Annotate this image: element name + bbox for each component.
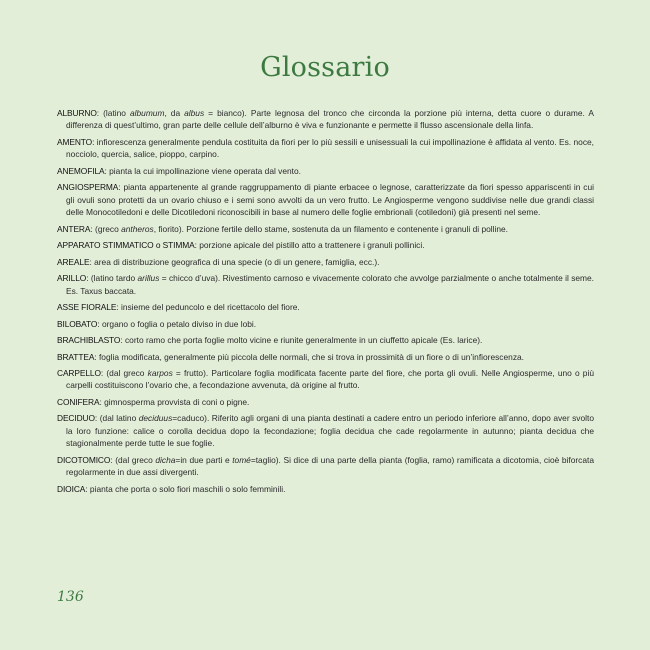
glossary-entry — [57, 412, 594, 449]
glossary-term: BRATTEA — [57, 351, 95, 362]
glossary-entry — [57, 181, 594, 218]
latin-term: antheros — [121, 223, 154, 234]
latin-term: dicha — [155, 454, 176, 465]
glossary-definition: : infiorescenza generalmente pendula costituita da fiori per lo più sessili e unisessuali la cui impollinazione è affidata al vento. Es. noce, nocciolo, quercia, salice, pioppo, carpino. — [66, 136, 594, 160]
glossary-definition: : (greco antheros, fiorito). Porzione fertile dello stame, sostenuta da un filamento e contenente i granuli di polline. — [90, 223, 508, 234]
latin-term: deciduus — [138, 413, 173, 424]
page-title: Glossario — [260, 52, 390, 83]
glossary-entry — [57, 318, 594, 330]
glossary-term: ANTERA — [57, 223, 91, 234]
glossary-definition: : (dal greco dicha=in due parti e tomé=taglio). Si dice di una parte della pianta (foglia, ramo) ramificata a dicotomia, cioè biforcata regolarmente in due assi divergenti. — [66, 454, 594, 478]
glossary-definition: : (dal latino deciduus=caduco). Riferito agli organi di una pianta destinati a cadere entro un periodo inferiore all’anno, dopo aver svolto la loro funzione: calice o corolla decidua dopo la fecondazione; foglia decidua che cade regolarmente in autunno; pianta decidua che stagionalmente perde tutte le sue foglie. — [66, 413, 594, 449]
glossary-term: CONIFERA — [57, 396, 100, 407]
glossary-entry — [57, 367, 594, 392]
glossary-term: ANGIOSPERMA — [57, 182, 119, 193]
glossary-definition: : foglia modificata, generalmente più piccola delle normali, che si trova in prossimità di un fiore o di un’infiorescenza. — [94, 351, 524, 362]
glossary-term: BRACHIBLASTO — [57, 335, 121, 346]
glossary-entry — [57, 239, 594, 251]
glossary-term: ASSE FIORALE — [57, 302, 117, 313]
glossary-definition: : pianta la cui impollinazione viene operata dal vento. — [104, 165, 301, 176]
glossary-definition: : area di distribuzione geografica di una specie (o di un genere, famiglia, ecc.). — [89, 256, 380, 267]
glossary-entry — [57, 136, 594, 161]
glossary-term: ARILLO — [57, 273, 87, 284]
glossary-definition: : organo o foglia o petalo diviso in due lobi. — [97, 318, 257, 329]
latin-term: albus — [184, 108, 205, 118]
glossary-entry — [57, 483, 594, 495]
glossary-entry — [57, 272, 594, 297]
glossary-definition: : pianta che porta o solo fiori maschili o solo femminili. — [85, 483, 286, 494]
glossary-definition: : insieme del peduncolo e del ricettacolo del fiore. — [116, 302, 300, 313]
glossary-term: CARPELLO — [57, 368, 101, 379]
glossary-term: AREALE — [57, 256, 90, 267]
latin-term: karpos — [147, 368, 173, 379]
glossary-term: APPARATO STIMMATICO o STIMMA — [57, 240, 195, 251]
glossary-entry — [57, 223, 594, 235]
glossary-entry — [57, 256, 594, 268]
latin-term: arillus — [137, 273, 160, 284]
glossary-term: BILOBATO — [57, 318, 98, 329]
glossary-definition: : porzione apicale del pistillo atto a trattenere i granuli pollinici. — [194, 240, 425, 251]
glossary-list — [57, 107, 594, 499]
glossary-entry — [57, 107, 594, 132]
glossary-term: DICOTOMICO — [57, 454, 111, 465]
glossary-definition: : gimnosperma provvista di coni o pigne. — [99, 396, 250, 407]
glossary-entry — [57, 454, 594, 479]
glossary-entry — [57, 301, 594, 313]
glossary-term: DIOICA — [57, 483, 86, 494]
glossary-entry — [57, 165, 594, 177]
latin-term: tomé — [232, 454, 251, 465]
page-number: 136 — [57, 589, 84, 605]
latin-term: albumum — [129, 108, 165, 118]
glossary-definition: : (latino albumum, da albus = bianco). Parte legnosa del tronco che circonda la porzione più interna, detta cuore o durame. A differenza di quest’ultimo, gran parte delle cellule dell’alburno è viva e funzionante e permette il flusso ascensionale della linfa. — [66, 108, 595, 131]
glossary-term: AMENTO — [57, 136, 93, 147]
glossary-definition: : corto ramo che porta foglie molto vicine e riunite generalmente in un ciuffetto apicale (Es. larice). — [120, 335, 483, 346]
glossary-entry — [57, 396, 594, 408]
glossary-term: DECIDUO — [57, 413, 95, 424]
glossary-term: ALBURNO — [57, 108, 97, 118]
glossary-definition: : (dal greco karpos = frutto). Particolare foglia modificata facente parte del fiore, che porta gli ovuli. Nelle Angiosperme, uno o più carpelli costituiscono l’ovario che, a fecondazione avvenuta, dà origine al frutto. — [66, 368, 594, 391]
glossary-entry — [57, 334, 594, 346]
glossary-entry — [57, 351, 594, 363]
glossary-definition: : pianta appartenente al grande raggruppamento di piante erbacee o legnose, caratterizzate da fiori spesso appariscenti in cui gli ovuli sono protetti da un ovario chiuso e i semi sono avvolti da un vero frutto. Le Angiosperme vengono suddivise nelle due grandi classi delle Monocotiledoni e delle Dicotiledoni riconoscibili in base al numero delle foglie embrionali (cotiledoni) già presenti nel seme. — [66, 182, 594, 218]
glossary-definition: : (latino tardo arillus = chicco d’uva). Rivestimento carnoso e vivacemente colorato che avvolge parzialmente o anche totalmente il seme. Es. Taxus baccata. — [66, 273, 594, 296]
glossary-term: ANEMOFILA — [57, 165, 105, 176]
